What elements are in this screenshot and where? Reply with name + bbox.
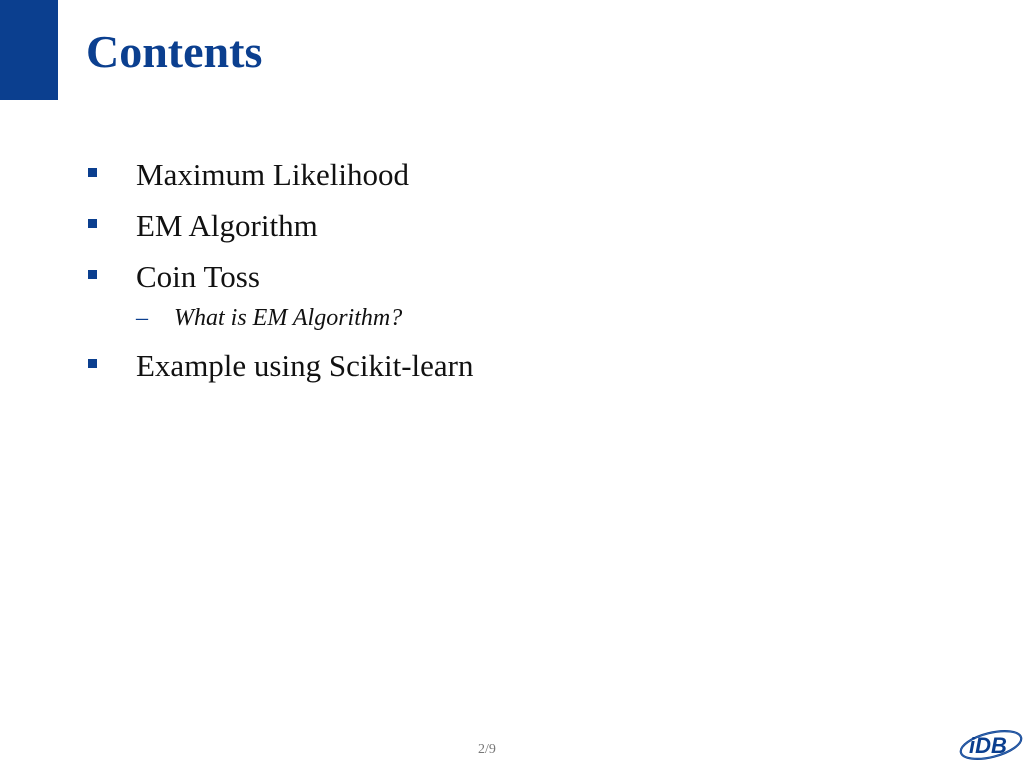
page-number: 2/9 <box>478 742 496 757</box>
list-item-label: Example using Scikit-learn <box>136 348 474 383</box>
logo-text: iDB <box>969 733 1007 758</box>
list-item <box>0 258 900 302</box>
list-item-label: Coin Toss <box>136 259 260 294</box>
slide-title: Contents <box>86 26 263 77</box>
list-item <box>0 156 900 200</box>
list-item <box>0 207 900 251</box>
square-bullet-icon <box>88 219 97 228</box>
square-bullet-icon <box>88 359 97 368</box>
square-bullet-icon <box>88 168 97 177</box>
dash-bullet: – <box>136 305 148 331</box>
list-item-label: Maximum Likelihood <box>136 157 409 192</box>
sub-list-item <box>0 303 900 337</box>
list-item-label: EM Algorithm <box>136 208 318 243</box>
sub-list-item-label: What is EM Algorithm? <box>174 305 403 331</box>
list-item <box>0 347 900 391</box>
square-bullet-icon <box>88 270 97 279</box>
idb-logo-icon <box>958 720 1024 768</box>
